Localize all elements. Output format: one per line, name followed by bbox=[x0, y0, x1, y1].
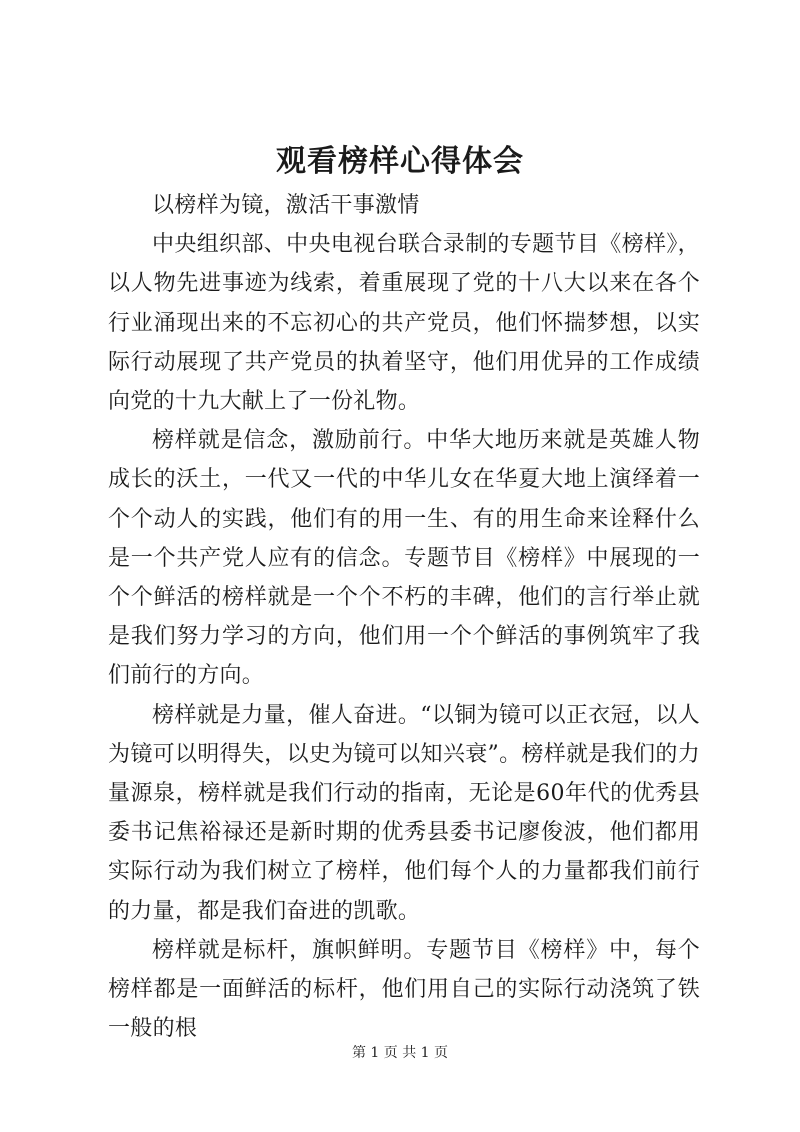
paragraph-1: 中央组织部、中央电视台联合录制的专题节目《榜样》，以人物先进事迹为线索，着重展现了党的十八大以来在各个行业涌现出来的不忘初心的共产党员，他们怀揣梦想，以实际行动展现了共产党员的执着坚守，他们用优异的工作成绩向党的十九大献上了一份礼物。 bbox=[108, 232, 700, 415]
paragraph-2: 榜样就是信念，激励前行。中华大地历来就是英雄人物成长的沃土，一代又一代的中华儿女在华夏大地上演绎着一个个动人的实践，他们有的用一生、有的用生命来诠释什么是一个共产党人应有的信念。专题节目《榜样》中展现的一个个鲜活的榜样就是一个个不朽的丰碑，他们的言行举止就是我们努力学习的方向，他们用一个个鲜活的事例筑牢了我们前行的方向。 bbox=[108, 428, 700, 689]
document-body bbox=[108, 186, 700, 1048]
paragraph-3: 榜样就是力量，催人奋进。“以铜为镜可以正衣冠，以人为镜可以明得失，以史为镜可以知兴衰”。榜样就是我们的力量源泉，榜样就是我们行动的指南，无论是60年代的优秀县委书记焦裕禄还是新时期的优秀县委书记廖俊波，他们都用实际行动为我们树立了榜样，他们每个人的力量都我们前行的力量，都是我们奋进的凯歌。 bbox=[108, 702, 700, 924]
page-footer: 第 1 页 共 1 页 bbox=[351, 1045, 449, 1061]
document-subtitle: 以榜样为镜，激活干事激情 bbox=[152, 193, 420, 218]
paragraph-4: 榜样就是标杆，旗帜鲜明。专题节目《榜样》中，每个榜样都是一面鲜活的标杆，他们用自己的实际行动浇筑了铁一般的根 bbox=[108, 937, 700, 1042]
document-title: 观看榜样心得体会 bbox=[276, 144, 524, 179]
